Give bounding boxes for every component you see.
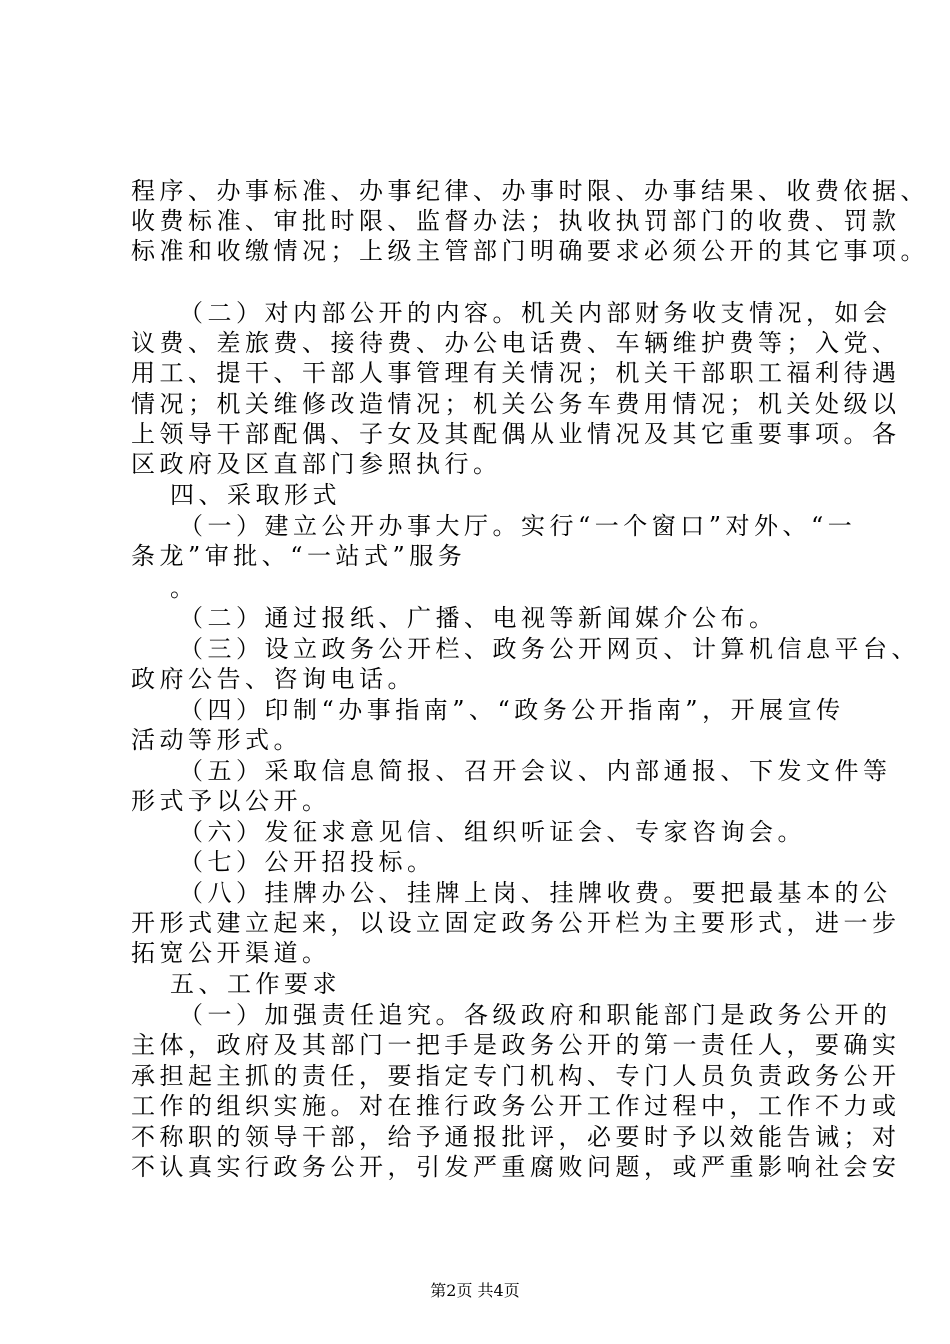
page-number-footer: 第2页 共4页 — [430, 1281, 520, 1300]
text-line: （五）采取信息简报、召开会议、内部通报、下发文件等 — [179, 757, 892, 785]
text-line: （一）加强责任追究。各级政府和职能部门是政务公开的 — [179, 1001, 892, 1029]
text-line: （八）挂牌办公、挂牌上岗、挂牌收费。要把最基本的公 — [179, 879, 892, 907]
text-line: 拓宽公开渠道。 — [131, 939, 331, 967]
section-heading: 四、采取形式 — [170, 481, 341, 509]
text-line: （七）公开招投标。 — [179, 848, 436, 876]
text-line: 。 — [170, 574, 199, 602]
text-line: （二）通过报纸、广播、电视等新闻媒介公布。 — [179, 604, 778, 632]
text-line: 政府公告、咨询电话。 — [131, 665, 416, 693]
text-line: 主体，政府及其部门一把手是政务公开的第一责任人，要确实 — [131, 1031, 901, 1059]
text-line: （三）设立政务公开栏、政务公开网页、计算机信息平台、 — [179, 635, 920, 663]
text-line: 工作的组织实施。对在推行政务公开工作过程中，工作不力或 — [131, 1092, 901, 1120]
text-line: 标准和收缴情况；上级主管部门明确要求必须公开的其它事项。 — [131, 237, 929, 265]
text-line: 不认真实行政务公开，引发严重腐败问题，或严重影响社会安 — [131, 1153, 901, 1181]
text-line: 收费标准、审批时限、监督办法；执收执罚部门的收费、罚款 — [131, 207, 901, 235]
text-line: 情况；机关维修改造情况；机关公务车费用情况；机关处级以 — [131, 390, 901, 418]
text-line: 不称职的领导干部，给予通报批评，必要时予以效能告诫；对 — [131, 1123, 901, 1151]
text-line: 区政府及区直部门参照执行。 — [131, 450, 502, 478]
text-line: 用工、提干、干部人事管理有关情况；机关干部职工福利待遇 — [131, 359, 901, 387]
text-line: （二）对内部公开的内容。机关内部财务收支情况，如会 — [179, 299, 892, 327]
text-line: 上领导干部配偶、子女及其配偶从业情况及其它重要事项。各 — [131, 420, 901, 448]
text-line: 议费、差旅费、接待费、办公电话费、车辆维护费等；入党、 — [131, 329, 901, 357]
text-line: 活动等形式。 — [131, 726, 302, 754]
text-line: 条龙”审批、“一站式”服务 — [131, 542, 467, 570]
text-line: 承担起主抓的责任，要指定专门机构、专门人员负责政务公开 — [131, 1062, 901, 1090]
section-heading: 五、工作要求 — [170, 970, 341, 998]
text-line: 程序、办事标准、办事纪律、办事时限、办事结果、收费依据、 — [131, 177, 929, 205]
text-line: 形式予以公开。 — [131, 787, 331, 815]
text-line: 开形式建立起来，以设立固定政务公开栏为主要形式，进一步 — [131, 909, 901, 937]
text-line: （四）印制“办事指南”、“政务公开指南”，开展宣传 — [179, 696, 845, 724]
text-line: （一）建立公开办事大厅。实行“一个窗口”对外、“一 — [179, 512, 857, 540]
text-line: （六）发征求意见信、组织听证会、专家咨询会。 — [179, 818, 806, 846]
